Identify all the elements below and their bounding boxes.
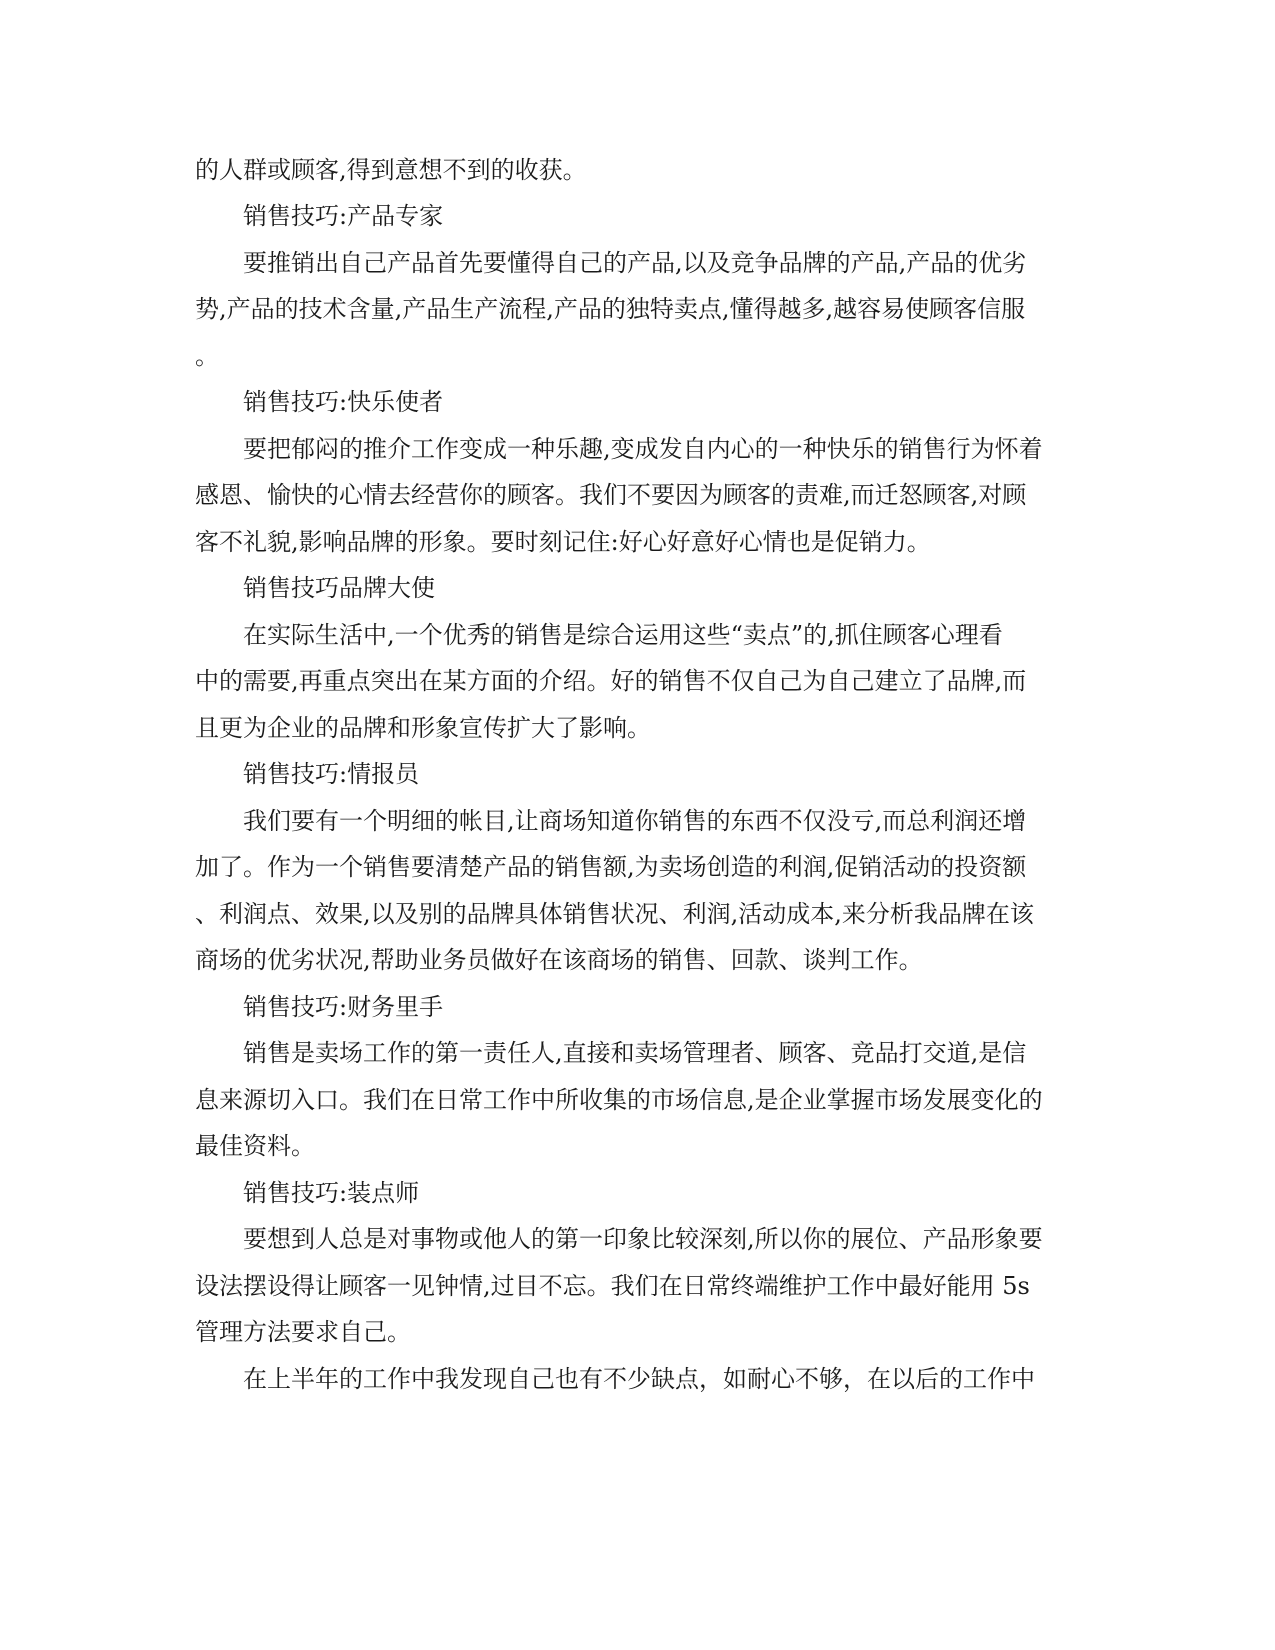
text-line: 。 — [195, 342, 219, 370]
text-line: 我们要有一个明细的帐目,让商场知道你销售的东西不仅没亏,而总利润还增 — [243, 807, 1027, 835]
section-heading: 销售技巧:快乐使者 — [243, 388, 444, 416]
text-line: 要把郁闷的推介工作变成一种乐趣,变成发自内心的一种快乐的销售行为怀着 — [243, 435, 1043, 463]
text-line: 感恩、愉快的心情去经营你的顾客。我们不要因为顾客的责难,而迁怒顾客,对顾 — [195, 481, 1027, 509]
text-line: 客不礼貌,影响品牌的形象。要时刻记住:好心好意好心情也是促销力。 — [195, 528, 931, 556]
text-line: 势,产品的技术含量,产品生产流程,产品的独特卖点,懂得越多,越容易使顾客信服 — [195, 295, 1026, 323]
text-line: 要想到人总是对事物或他人的第一印象比较深刻,所以你的展位、产品形象要 — [243, 1225, 1043, 1253]
text-line: 设法摆设得让顾客一见钟情,过目不忘。我们在日常终端维护工作中最好能用 5s — [195, 1272, 1030, 1300]
section-heading: 销售技巧品牌大使 — [243, 574, 435, 602]
text-line: 销售是卖场工作的第一责任人,直接和卖场管理者、顾客、竞品打交道,是信 — [243, 1039, 1027, 1067]
text-line: 在实际生活中,一个优秀的销售是综合运用这些“卖点”的,抓住顾客心理看 — [243, 621, 1003, 649]
text-line: 加了。作为一个销售要清楚产品的销售额,为卖场创造的利润,促销活动的投资额 — [195, 853, 1027, 881]
section-heading: 销售技巧:产品专家 — [243, 202, 444, 230]
section-heading: 销售技巧:财务里手 — [243, 993, 444, 1021]
text-line: 的人群或顾客,得到意想不到的收获。 — [195, 156, 587, 184]
text-line: 最佳资料。 — [195, 1132, 315, 1160]
section-heading: 销售技巧:装点师 — [243, 1179, 420, 1207]
text-line: 且更为企业的品牌和形象宣传扩大了影响。 — [195, 714, 651, 742]
text-line: 要推销出自己产品首先要懂得自己的产品,以及竞争品牌的产品,产品的优劣 — [243, 249, 1027, 277]
text-line: 息来源切入口。我们在日常工作中所收集的市场信息,是企业掌握市场发展变化的 — [195, 1086, 1043, 1114]
text-line: 中的需要,再重点突出在某方面的介绍。好的销售不仅自己为自己建立了品牌,而 — [195, 667, 1027, 695]
text-line: 在上半年的工作中我发现自己也有不少缺点，如耐心不够，在以后的工作中 — [243, 1365, 1035, 1393]
section-heading: 销售技巧:情报员 — [243, 760, 420, 788]
text-line: 、利润点、效果,以及别的品牌具体销售状况、利润,活动成本,来分析我品牌在该 — [195, 900, 1034, 928]
text-line: 商场的优劣状况,帮助业务员做好在该商场的销售、回款、谈判工作。 — [195, 946, 923, 974]
text-line: 管理方法要求自己。 — [195, 1318, 411, 1346]
